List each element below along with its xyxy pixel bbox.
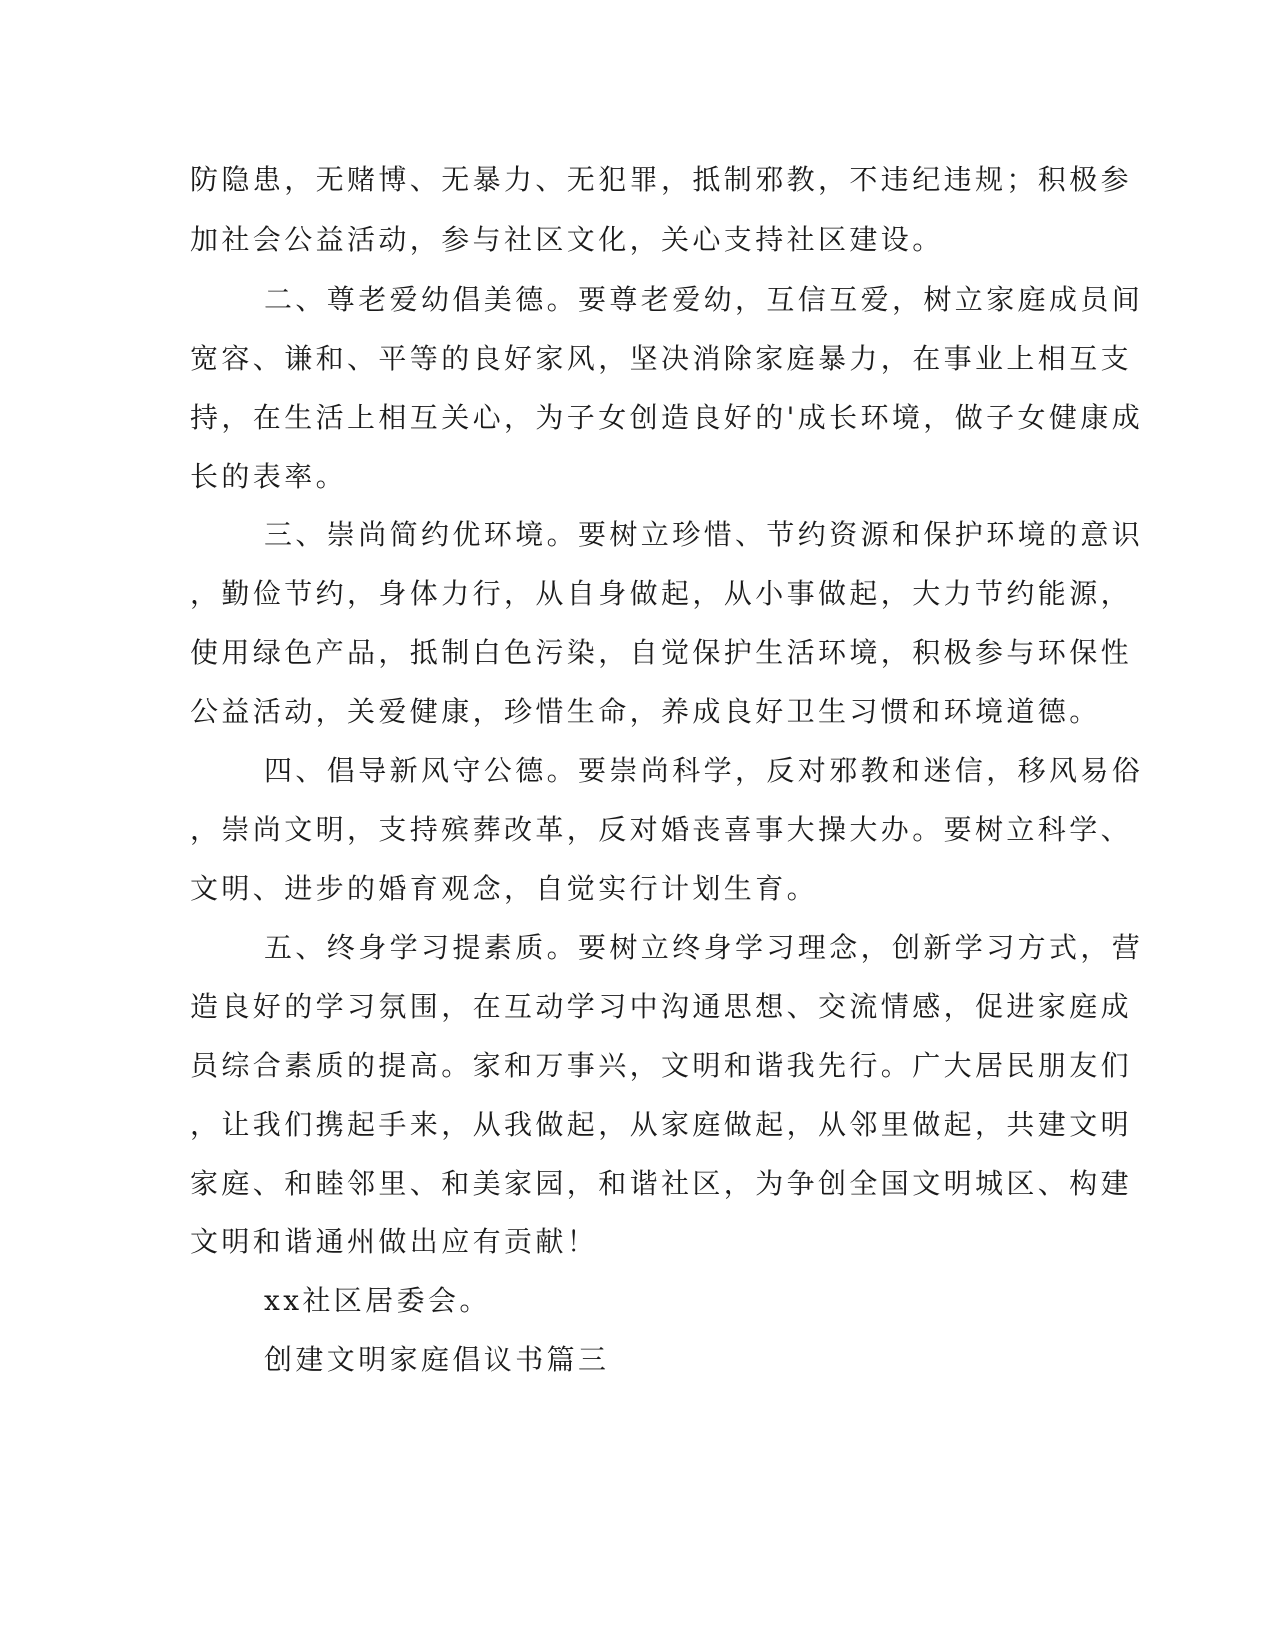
section-heading: 创建文明家庭倡议书篇三: [264, 1343, 610, 1376]
paragraph-3-first-line: 三、崇尚简约优环境。要树立珍惜、节约资源和保护环境的意识: [264, 518, 1144, 551]
text-line-5: 持，在生活上相互关心，为子女创造良好的'成长环境，做子女健康成: [190, 401, 1144, 434]
text-line-9: 使用绿色产品，抵制白色污染，自觉保护生活环境，积极参与环保性: [190, 636, 1133, 669]
text-line-4: 宽容、谦和、平等的良好家风，坚决消除家庭暴力，在事业上相互支: [190, 342, 1133, 375]
text-line-15: 造良好的学习氛围，在互动学习中沟通思想、交流情感，促进家庭成: [190, 990, 1133, 1023]
text-line-19: 文明和谐通州做出应有贡献！: [190, 1225, 599, 1258]
text-line-1: 防隐患，无赌博、无暴力、无犯罪，抵制邪教，不违纪违规；积极参: [190, 163, 1133, 196]
text-line-18: 家庭、和睦邻里、和美家园，和谐社区，为争创全国文明城区、构建: [190, 1167, 1133, 1200]
text-line-17: ，让我们携起手来，从我做起，从家庭做起，从邻里做起，共建文明: [190, 1108, 1133, 1141]
text-line-16: 员综合素质的提高。家和万事兴，文明和谐我先行。广大居民朋友们: [190, 1049, 1133, 1082]
text-line-13: 文明、进步的婚育观念，自觉实行计划生育。: [190, 872, 819, 905]
paragraph-5-first-line: 五、终身学习提素质。要树立终身学习理念，创新学习方式，营: [264, 931, 1144, 964]
text-line-6: 长的表率。: [190, 460, 348, 493]
signature-line: xx社区居委会。: [264, 1284, 491, 1317]
paragraph-4-first-line: 四、倡导新风守公德。要崇尚科学，反对邪教和迷信，移风易俗: [264, 754, 1144, 787]
text-line-8: ，勤俭节约，身体力行，从自身做起，从小事做起，大力节约能源，: [190, 577, 1133, 610]
text-line-10: 公益活动，关爱健康，珍惜生命，养成良好卫生习惯和环境道德。: [190, 695, 1101, 728]
text-line-2: 加社会公益活动，参与社区文化，关心支持社区建设。: [190, 223, 944, 256]
text-line-12: ，崇尚文明，支持殡葬改革，反对婚丧喜事大操大办。要树立科学、: [190, 813, 1133, 846]
paragraph-2-first-line: 二、尊老爱幼倡美德。要尊老爱幼，互信互爱，树立家庭成员间: [264, 283, 1144, 316]
